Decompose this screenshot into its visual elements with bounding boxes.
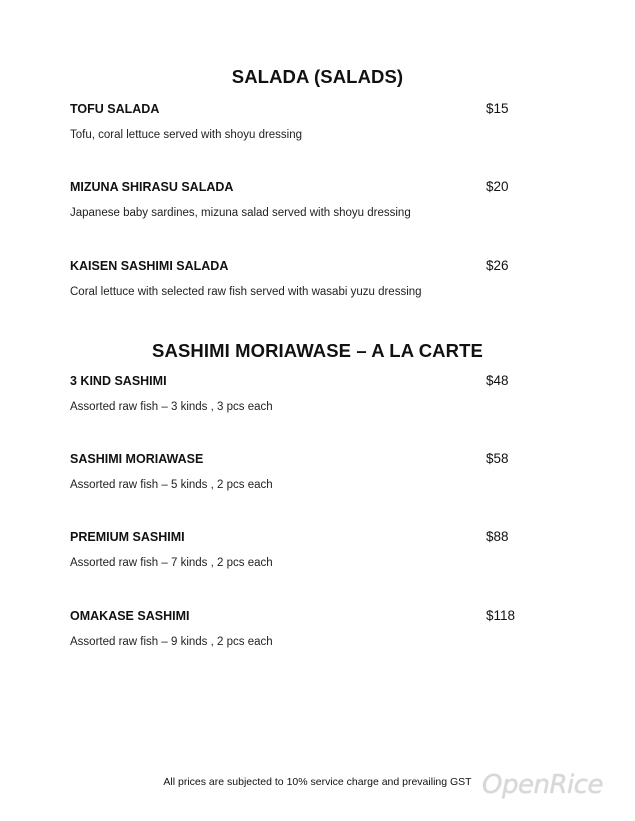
menu-item-name: 3 KIND SASHIMI	[70, 374, 167, 388]
menu-item-price: $88	[486, 529, 509, 544]
menu-item-name: KAISEN SASHIMI SALADA	[70, 259, 229, 273]
footer-note: All prices are subjected to 10% service charge and prevailing GST	[163, 776, 472, 788]
menu-item-description: Japanese baby sardines, mizuna salad served with shoyu dressing	[70, 207, 411, 219]
menu-item-price: $26	[486, 258, 509, 273]
menu-item-description: Coral lettuce with selected raw fish served with wasabi yuzu dressing	[70, 286, 422, 298]
menu-item-price: $15	[486, 101, 509, 116]
menu-item-description: Assorted raw fish – 5 kinds , 2 pcs each	[70, 479, 273, 491]
menu-item-description: Assorted raw fish – 7 kinds , 2 pcs each	[70, 557, 273, 569]
section-title-salads: SALADA (SALADS)	[231, 66, 404, 87]
openrice-watermark: OpenRice	[482, 770, 604, 800]
menu-item-description: Assorted raw fish – 9 kinds , 2 pcs each	[70, 636, 273, 648]
menu-item-name: SASHIMI MORIAWASE	[70, 452, 204, 466]
menu-item-price: $118	[486, 608, 516, 623]
menu-item-price: $20	[486, 179, 509, 194]
menu-item-price: $58	[486, 451, 509, 466]
menu-item-name: OMAKASE SASHIMI	[70, 609, 190, 623]
menu-item-name: PREMIUM SASHIMI	[70, 530, 185, 544]
section-title-sashimi: SASHIMI MORIAWASE – A LA CARTE	[152, 340, 483, 361]
menu-item-name: MIZUNA SHIRASU SALADA	[70, 180, 234, 194]
menu-item-name: TOFU SALADA	[70, 102, 160, 116]
menu-item-price: $48	[486, 373, 509, 388]
menu-item-description: Tofu, coral lettuce served with shoyu dressing	[70, 129, 303, 141]
menu-item-description: Assorted raw fish – 3 kinds , 3 pcs each	[70, 401, 273, 413]
